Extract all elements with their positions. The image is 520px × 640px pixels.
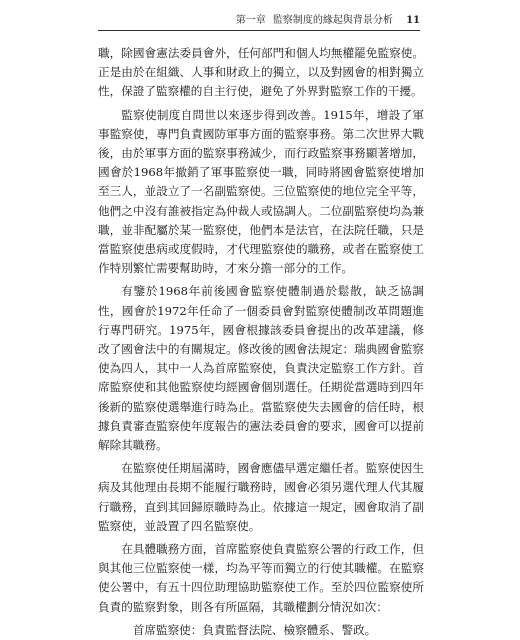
chapter-label: 第一章 — [235, 15, 266, 26]
paragraph: 監察使制度自問世以來逐步得到改善。1915年，增設了軍事監察使，專門負責國防軍事方面的監察事務。第二次世界大戰後，由於軍事方面的監察事務減少，而行政監察事務顯著增加，國會於1968年撤銷了軍事監察使一職，同時將國會監察使增加至三人，並設立了一名副監察使。三位監察使的地位完全平等，他們之中沒有誰被指定為仲裁人或協調人。二位副監察使均為兼職，並非配屬於某一監察使，他們本是法官，在法院任職，只是當監察使患病或度假時，才代理監察使的職務，或者在監察使工作特別繁忙需要幫助時，才來分擔一部分的工作。 — [98, 107, 424, 276]
paragraph: 在監察使任期屆滿時，國會應儘早選定繼任者。監察使因生病及其他理由長期不能履行職務時，國會必須另選代理人代其履行職務，直到其回歸原職時為止。依據這一規定，國會取消了副監察使，並設置了四名監察使。 — [98, 461, 424, 533]
header-rule — [98, 30, 420, 31]
chapter-title: 監察制度的緣起與背景分析 — [272, 15, 393, 26]
list-item: 首席監察使：負責監督法院、檢察體系、警政。 — [132, 622, 377, 637]
paragraph: 在具體職務方面，首席監察使負責監察公署的行政工作，但與其他三位監察使一樣，均為平等而獨立的行使其職權。在監察使公署中，有五十四位助理協助監察使工作。至於四位監察使所負責的監察對象，則各有所區隔，其職權劃分情況如次： — [98, 542, 424, 614]
page-number: 11 — [406, 15, 420, 26]
paragraph: 職，除國會憲法委員會外，任何部門和個人均無權罷免監察使。正是由於在組織、人事和財政上的獨立，以及對國會的相對獨立性，保證了監察權的自主行使，避免了外界對監察工作的干擾。 — [98, 46, 424, 99]
running-header — [98, 14, 420, 28]
body-text — [98, 44, 424, 640]
paragraph: 有鑒於1968年前後國會監察使體制過於鬆散，缺乏協調性，國會於1972年任命了一個委員會對監察使體制改革問題進行專門研究。1975年，國會根據該委員會提出的改革建議，修改了國會法中的有關規定。修改後的國會法規定：瑞典國會監察使為四人，其中一人為首席監察使，負責決定監察工作方針。首席監察使和其他監察使均經國會個別選任。任期從當選時到四年後新的監察使選舉進行時為止。當監察使失去國會的信任時，根據負責審查監察使年度報告的憲法委員會的要求，國會可以提前解除其職務。 — [98, 284, 424, 453]
